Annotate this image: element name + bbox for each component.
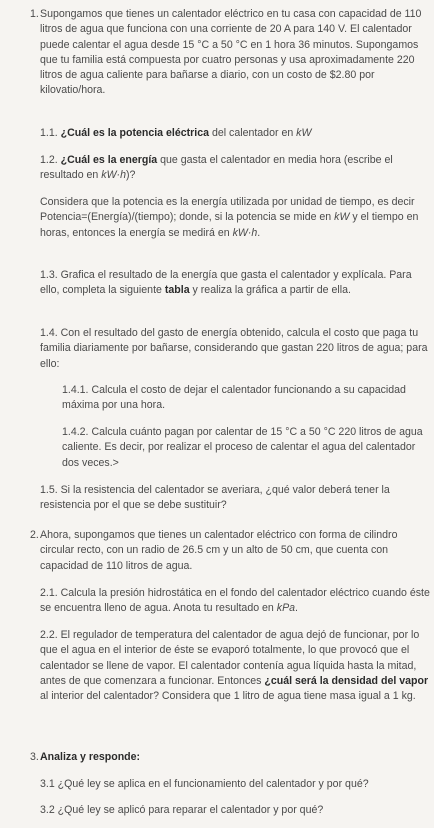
question-1-4-1: 1.4.1. Calcula el costo de dejar el calentador funcionando a su capacidad máxima por una hora.: [62, 384, 406, 412]
item-number: 2.: [30, 529, 39, 541]
question-1-2: 1.2. ¿Cuál es la energía que gasta el calentador en media hora (escribe el resultado en kW·h)?: [40, 154, 393, 182]
question-1-4: 1.4. Con el resultado del gasto de energía obtenido, calcula el costo que paga tu familia diariamente por bañarse, considerando que gastan 220 litros de agua; para ello:: [40, 327, 428, 370]
question-1-3: 1.3. Grafica el resultado de la energía que gasta el calentador y explícala. Para ello, completa la siguiente tabla y realiza la gráfica a partir de ella.: [40, 269, 412, 297]
question-1-1: 1.1. ¿Cuál es la potencia eléctrica del calentador en kW: [40, 127, 312, 139]
question-2-2: 2.2. El regulador de temperatura del calentador de agua dejó de funcionar, por lo que el agua en el interior de éste se evaporó totalmente, lo que provocó que el calentador se llene de vapor. El calentador contenía agua líquida hasta la mitad, antes de que comenzara a funcionar. Entonces ¿cuál será la densidad del vapor al interior del calentador? Considera que 1 litro de agua tiene masa igual a 1 kg.: [40, 629, 429, 703]
item-3-heading: Analiza y responde:: [40, 751, 141, 763]
question-3-1: 3.1 ¿Qué ley se aplica en el funcionamiento del calentador y por qué?: [40, 778, 369, 790]
item-2-text: Ahora, supongamos que tienes un calentador eléctrico con forma de cilindro circular recto, con un radio de 26.5 cm y un alto de 50 cm, que cuenta con capacidad de 110 litros de agua.: [40, 529, 398, 572]
question-2-1: 2.1. Calcula la presión hidrostática en el fondo del calentador eléctrico cuando éste se encuentra lleno de agua. Anota tu resultado en kPa.: [40, 587, 430, 615]
question-3-2: 3.2 ¿Qué ley se aplicó para reparar el calentador y por qué?: [40, 804, 324, 816]
item-number: 3.: [30, 751, 39, 763]
question-1-5: 1.5. Si la resistencia del calentador se averiara, ¿qué valor deberá tener la resistencia por el que se debe sustituir?: [40, 484, 390, 512]
question-1-4-2: 1.4.2. Calcula cuánto pagan por calentar de 15 °C a 50 °C 220 litros de agua caliente. Es decir, por realizar el proceso de calentar el agua del calentador dos veces.>: [62, 426, 423, 469]
item-number: 1.: [30, 8, 39, 20]
item-1-text: Supongamos que tienes un calentador eléctrico en tu casa con capacidad de 110 litros de agua que funciona con una corriente de 20 A para 140 V. El calentador puede calentar el agua desde 15 °C a 50 °C en 1 hora 36 minutos. Supongamos que tu familia está compuesta por cuatro personas y usa aproximadamente 220 litros de agua caliente para bañarse a diario, con un costo de $2.80 por kilovatio/hora.: [40, 8, 422, 97]
energy-note: Considera que la potencia es la energía utilizada por unidad de tiempo, es decir Potencia=(Energía)/(tiempo); donde, si la potencia se mide en kW y el tiempo en horas, entonces la energía se medirá en kW·h.: [40, 196, 419, 239]
